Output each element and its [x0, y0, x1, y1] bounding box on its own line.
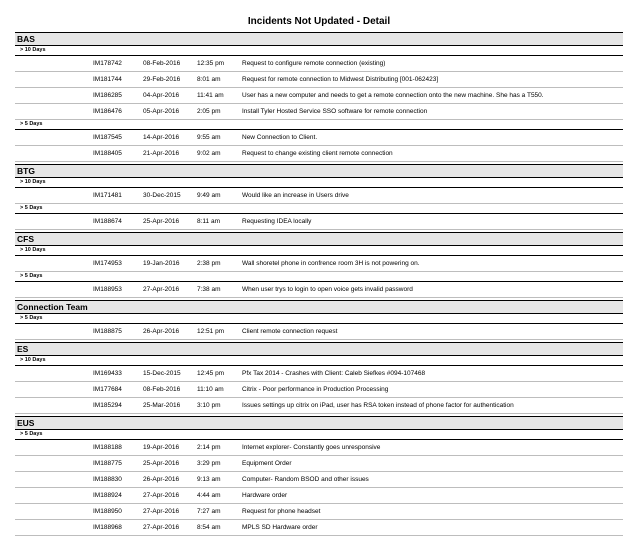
incident-id: IM188830 — [93, 476, 122, 483]
incident-date: 19-Jan-2016 — [143, 260, 180, 267]
incident-description: Would like an increase in Users drive — [242, 192, 349, 199]
incident-row — [15, 104, 623, 120]
incident-description: When user trys to login to open voice gets invalid password — [242, 286, 413, 293]
team-header: Connection Team — [15, 300, 623, 314]
incident-time: 9:02 am — [197, 150, 221, 157]
incident-description: User has a new computer and needs to get a remote connection onto the new machine. She has a T550. — [242, 92, 544, 99]
incident-description: Client remote connection request — [242, 328, 338, 335]
incident-row — [15, 398, 623, 414]
age-group-header: > 10 Days — [15, 356, 623, 366]
incident-description: Request to configure remote connection (existing) — [242, 60, 386, 67]
incident-date: 25-Apr-2016 — [143, 460, 180, 467]
incident-description: Citrix - Poor performance in Production Processing — [242, 386, 389, 393]
incident-description: Install Tyler Hosted Service SSO software for remote connection — [242, 108, 428, 115]
incident-row — [15, 56, 623, 72]
incident-date: 27-Apr-2016 — [143, 286, 180, 293]
incident-row — [15, 214, 623, 230]
incident-description: Issues settings up citrix on iPad, user has RSA token instead of phone factor for authentication — [242, 402, 514, 409]
age-group-header: > 5 Days — [15, 204, 623, 214]
age-group-header: > 10 Days — [15, 246, 623, 256]
incident-row — [15, 382, 623, 398]
incident-date: 21-Apr-2016 — [143, 150, 180, 157]
incident-id: IM188950 — [93, 508, 122, 515]
incident-id: IM188968 — [93, 524, 122, 531]
incident-row — [15, 504, 623, 520]
incident-row — [15, 440, 623, 456]
incident-row — [15, 520, 623, 536]
incident-date: 08-Feb-2016 — [143, 60, 181, 67]
incident-id: IM188188 — [93, 444, 122, 451]
incident-date: 19-Apr-2016 — [143, 444, 180, 451]
incident-date: 14-Apr-2016 — [143, 134, 180, 141]
team-header: ES — [15, 342, 623, 356]
incident-id: IM181744 — [93, 76, 122, 83]
incident-id: IM169433 — [93, 370, 122, 377]
incident-date: 27-Apr-2016 — [143, 524, 180, 531]
incident-description: Pfx Tax 2014 - Crashes with Client: Caleb Siefkes #094-107468 — [242, 370, 426, 377]
incident-row — [15, 324, 623, 340]
incident-time: 12:51 pm — [197, 328, 225, 335]
incident-description: Request to change existing client remote connection — [242, 150, 393, 157]
incident-time: 11:41 am — [197, 92, 224, 99]
incident-row — [15, 256, 623, 272]
incident-id: IM177684 — [93, 386, 122, 393]
incident-description: Computer- Random BSOD and other issues — [242, 476, 369, 483]
incident-id: IM188924 — [93, 492, 122, 499]
incident-description: MPLS SD Hardware order — [242, 524, 318, 531]
incident-time: 3:10 pm — [197, 402, 221, 409]
incident-id: IM188875 — [93, 328, 122, 335]
age-group-header: > 5 Days — [15, 430, 623, 440]
incident-date: 04-Apr-2016 — [143, 92, 180, 99]
incident-time: 12:45 pm — [197, 370, 225, 377]
incident-id: IM188775 — [93, 460, 122, 467]
incident-date: 05-Apr-2016 — [143, 108, 180, 115]
incident-description: Requesting IDEA locally — [242, 218, 312, 225]
incident-row — [15, 130, 623, 146]
incident-date: 25-Apr-2016 — [143, 218, 180, 225]
incident-description: Hardware order — [242, 492, 288, 499]
incident-id: IM186285 — [93, 92, 122, 99]
incident-id: IM188674 — [93, 218, 122, 225]
incident-row — [15, 88, 623, 104]
incident-date: 29-Feb-2016 — [143, 76, 181, 83]
age-group-header: > 10 Days — [15, 46, 623, 56]
incident-time: 2:14 pm — [197, 444, 221, 451]
incident-time: 12:35 pm — [197, 60, 225, 67]
incident-date: 26-Apr-2016 — [143, 328, 180, 335]
incident-id: IM187545 — [93, 134, 122, 141]
incident-row — [15, 146, 623, 162]
report-body — [15, 32, 623, 536]
incident-time: 3:29 pm — [197, 460, 221, 467]
team-header: BTG — [15, 164, 623, 178]
age-group-header: > 5 Days — [15, 120, 623, 130]
incident-row — [15, 488, 623, 504]
incident-time: 9:13 am — [197, 476, 221, 483]
incident-time: 8:01 am — [197, 76, 221, 83]
incident-row — [15, 72, 623, 88]
team-header: CFS — [15, 232, 623, 246]
incident-row — [15, 188, 623, 204]
incident-id: IM178742 — [93, 60, 122, 67]
incident-id: IM188953 — [93, 286, 122, 293]
incident-date: 30-Dec-2015 — [143, 192, 181, 199]
incident-date: 26-Apr-2016 — [143, 476, 180, 483]
age-group-header: > 5 Days — [15, 314, 623, 324]
incident-time: 8:54 am — [197, 524, 221, 531]
incident-date: 27-Apr-2016 — [143, 508, 180, 515]
incident-description: Equipment Order — [242, 460, 292, 467]
incident-description: Request for remote connection to Midwest Distributing [001-062423] — [242, 76, 439, 83]
age-group-header: > 10 Days — [15, 178, 623, 188]
incident-time: 7:38 am — [197, 286, 221, 293]
incident-time: 2:05 pm — [197, 108, 221, 115]
incident-time: 8:11 am — [197, 218, 221, 225]
incident-id: IM186476 — [93, 108, 122, 115]
report-title: Incidents Not Updated - Detail — [247, 16, 391, 27]
incident-row — [15, 456, 623, 472]
incident-time: 4:44 am — [197, 492, 221, 499]
incident-time: 11:10 am — [197, 386, 224, 393]
incident-date: 25-Mar-2016 — [143, 402, 181, 409]
incident-date: 08-Feb-2016 — [143, 386, 181, 393]
incident-time: 9:55 am — [197, 134, 221, 141]
incident-id: IM174953 — [93, 260, 122, 267]
age-group-header: > 5 Days — [15, 272, 623, 282]
incident-row — [15, 282, 623, 298]
incident-row — [15, 472, 623, 488]
incident-time: 7:27 am — [197, 508, 221, 515]
incident-description: Internet explorer- Constantly goes unresponsive — [242, 444, 381, 451]
incident-date: 27-Apr-2016 — [143, 492, 180, 499]
incident-id: IM171481 — [93, 192, 122, 199]
incident-row — [15, 366, 623, 382]
incident-date: 15-Dec-2015 — [143, 370, 181, 377]
team-header: BAS — [15, 32, 623, 46]
incident-id: IM188405 — [93, 150, 122, 157]
team-header: EUS — [15, 416, 623, 430]
incident-time: 2:38 pm — [197, 260, 221, 267]
incident-time: 9:49 am — [197, 192, 221, 199]
incident-id: IM185294 — [93, 402, 122, 409]
incident-description: Wall shoretel phone in confrence room 3H is not powering on. — [242, 260, 420, 267]
incident-description: Request for phone headset — [242, 508, 321, 515]
incident-description: New Connection to Client. — [242, 134, 318, 141]
